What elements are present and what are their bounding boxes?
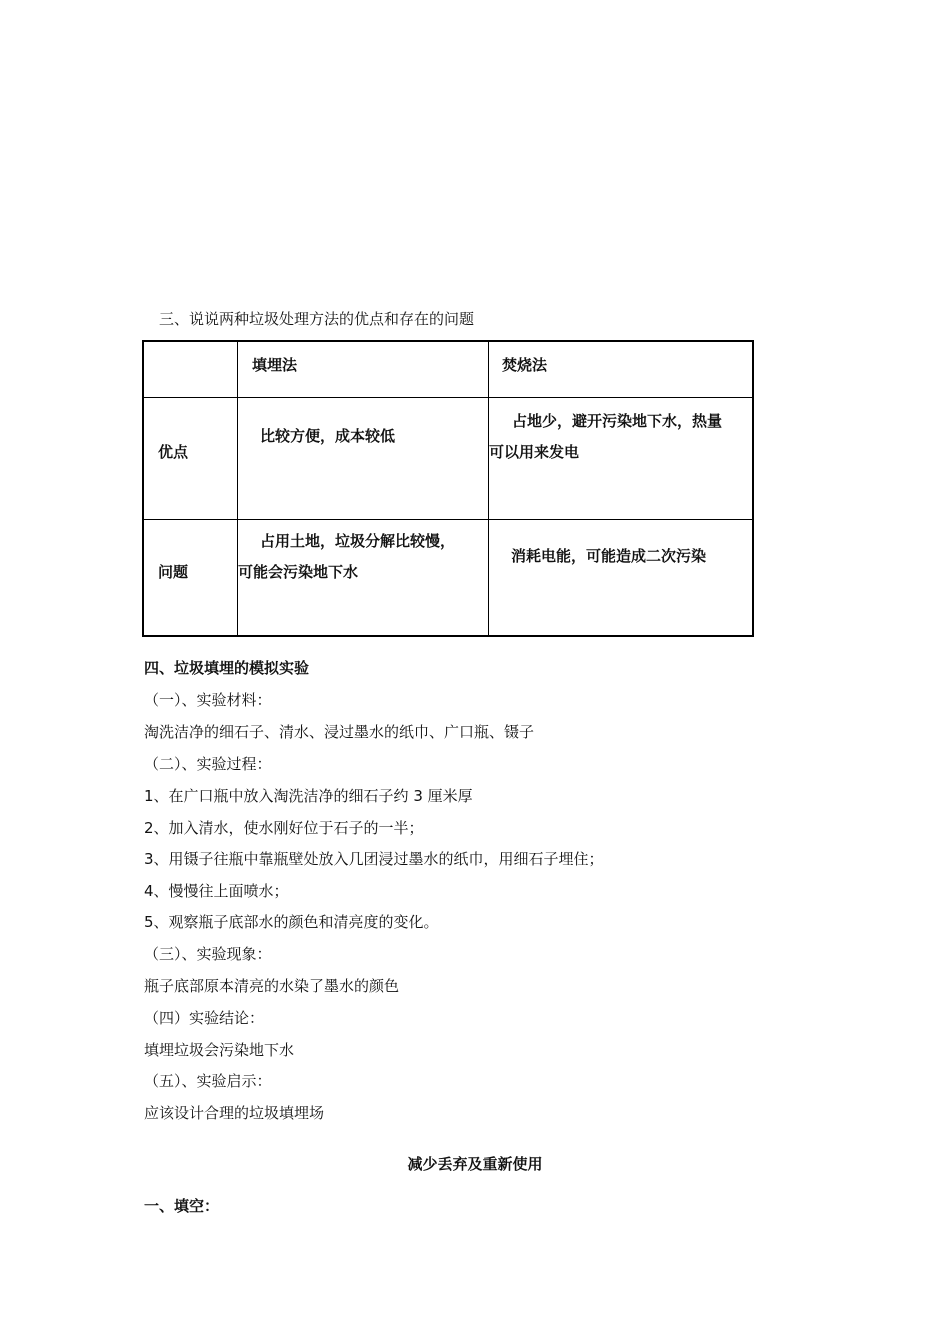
header-incineration: 焚烧法: [502, 356, 548, 374]
row-label-problem: 问题: [158, 563, 189, 581]
phenomenon-text: 瓶子底部原本清亮的水染了墨水的颜色: [144, 977, 400, 995]
materials-text: 淘洗洁净的细石子、清水、浸过墨水的纸巾、广口瓶、镊子: [144, 723, 535, 741]
conclusion-text: 填埋垃圾会污染地下水: [144, 1041, 295, 1059]
table-divider: [237, 342, 238, 635]
process-heading: （二）、实验过程：: [144, 755, 272, 773]
header-landfill: 填埋法: [252, 356, 298, 374]
row-label-advantage: 优点: [158, 443, 189, 461]
table-divider: [144, 397, 752, 398]
comparison-table: [142, 340, 754, 637]
step-item: 2、加入清水，使水刚好位于石子的一半；: [144, 819, 424, 837]
table-divider: [144, 519, 752, 520]
section3-title: 三、说说两种垃圾处理方法的优点和存在的问题: [159, 310, 475, 328]
table-divider: [488, 342, 489, 635]
section4-title: 四、垃圾填埋的模拟实验: [144, 659, 310, 677]
fill-blank-heading: 一、填空：: [144, 1197, 220, 1215]
conclusion-heading: （四）实验结论：: [144, 1009, 265, 1027]
step-item: 5、观察瓶子底部水的颜色和清亮度的变化。: [144, 913, 439, 931]
enlightenment-heading: （五）、实验启示：: [144, 1072, 272, 1090]
step-item: 1、在广口瓶中放入淘洗洁净的细石子约 3 厘米厚: [144, 787, 473, 805]
next-section-title: 减少丢弃及重新使用: [407, 1155, 543, 1173]
problem-incineration: 消耗电能，可能造成二次污染: [511, 547, 707, 565]
step-item: 4、慢慢往上面喷水；: [144, 882, 289, 900]
phenomenon-heading: （三）、实验现象：: [144, 945, 272, 963]
advantage-landfill: 比较方便，成本较低: [260, 427, 396, 445]
problem-landfill-line2: 可能会污染地下水: [238, 563, 359, 581]
step-item: 3、用镊子往瓶中靠瓶壁处放入几团浸过墨水的纸巾，用细石子埋住；: [144, 850, 604, 868]
advantage-incineration-line1: 占地少，避开污染地下水，热量: [512, 412, 723, 430]
enlightenment-text: 应该设计合理的垃圾填埋场: [144, 1104, 325, 1122]
problem-landfill-line1: 占用土地，垃圾分解比较慢，: [260, 532, 456, 550]
advantage-incineration-line2: 可以用来发电: [489, 443, 580, 461]
materials-heading: （一）、实验材料：: [144, 691, 272, 709]
